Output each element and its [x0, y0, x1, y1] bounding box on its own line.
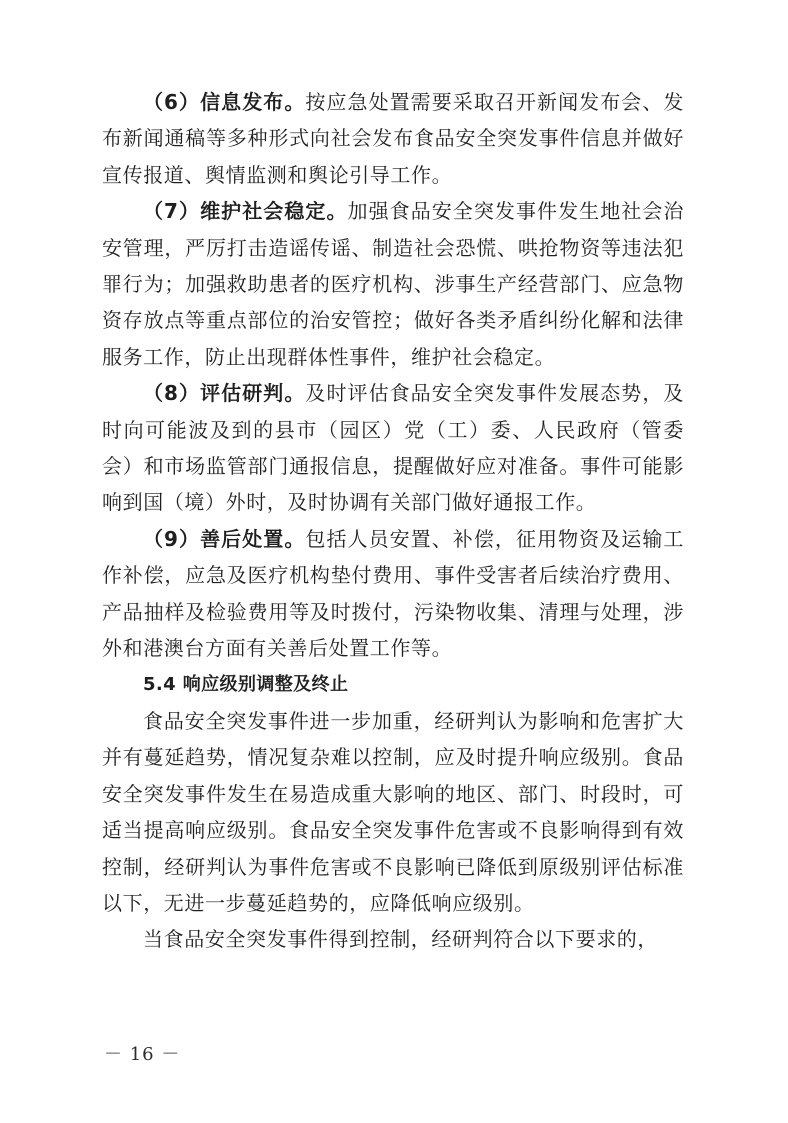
paragraph-social-stability [102, 193, 684, 375]
paragraph-text: 及时评估食品安全突发事件发展态势，及时向可能波及到的县市（园区）党（工）委、人民政府（管委会）和市场监管部门通报信息，提醒做好应对准备。事件可能影响到国（境）外时，及时协调有关部门做好通报工作。 [102, 381, 684, 515]
paragraph-aftermath [102, 521, 684, 667]
document-page [102, 84, 684, 958]
paragraph-information-release [102, 84, 684, 193]
paragraph-lead: （9）善后处置。 [143, 526, 306, 551]
page-number: － 16 － [104, 1044, 181, 1065]
paragraph-text: 包括人员安置、补偿，征用物资及运输工作补偿，应急及医疗机构垫付费用、事件受害者后续治疗费用、产品抽样及检验费用等及时拨付，污染物收集、清理与处理，涉外和港澳台方面有关善后处置工作等。 [102, 526, 684, 661]
paragraph-assessment [102, 375, 684, 521]
section-heading: 5.4 响应级别调整及终止 [143, 673, 349, 695]
paragraph-lead: （8）评估研判。 [143, 381, 306, 406]
paragraph-level-adjustment: 食品安全突发事件进一步加重，经研判认为影响和危害扩大并有蔓延趋势，情况复杂难以控制，应及时提升响应级别。食品安全突发事件发生在易造成重大影响的地区、部门、时段时，可适当提高响应级别。食品安全突发事件危害或不良影响得到有效控制，经研判认为事件危害或不良影响已降低到原级别评估标准以下，无进一步蔓延趋势的，应降低响应级别。 [102, 708, 684, 915]
paragraph-text: 加强食品安全突发事件发生地社会治安管理，严厉打击造谣传谣、制造社会恐慌、哄抢物资等违法犯罪行为；加强救助患者的医疗机构、涉事生产经营部门、应急物资存放点等重点部位的治安管控；做好各类矛盾纠纷化解和法律服务工作，防止出现群体性事件，维护社会稳定。 [102, 199, 684, 369]
paragraph-lead: （7）维护社会稳定。 [143, 199, 348, 224]
paragraph-text: 按应急处置需要采取召开新闻发布会、发布新闻通稿等多种形式向社会发布食品安全突发事件信息并做好宣传报道、舆情监测和舆论引导工作。 [102, 90, 684, 187]
paragraph-termination: 当食品安全突发事件得到控制，经研判符合以下要求的， [143, 927, 658, 952]
paragraph-lead: （6）信息发布。 [143, 90, 306, 114]
